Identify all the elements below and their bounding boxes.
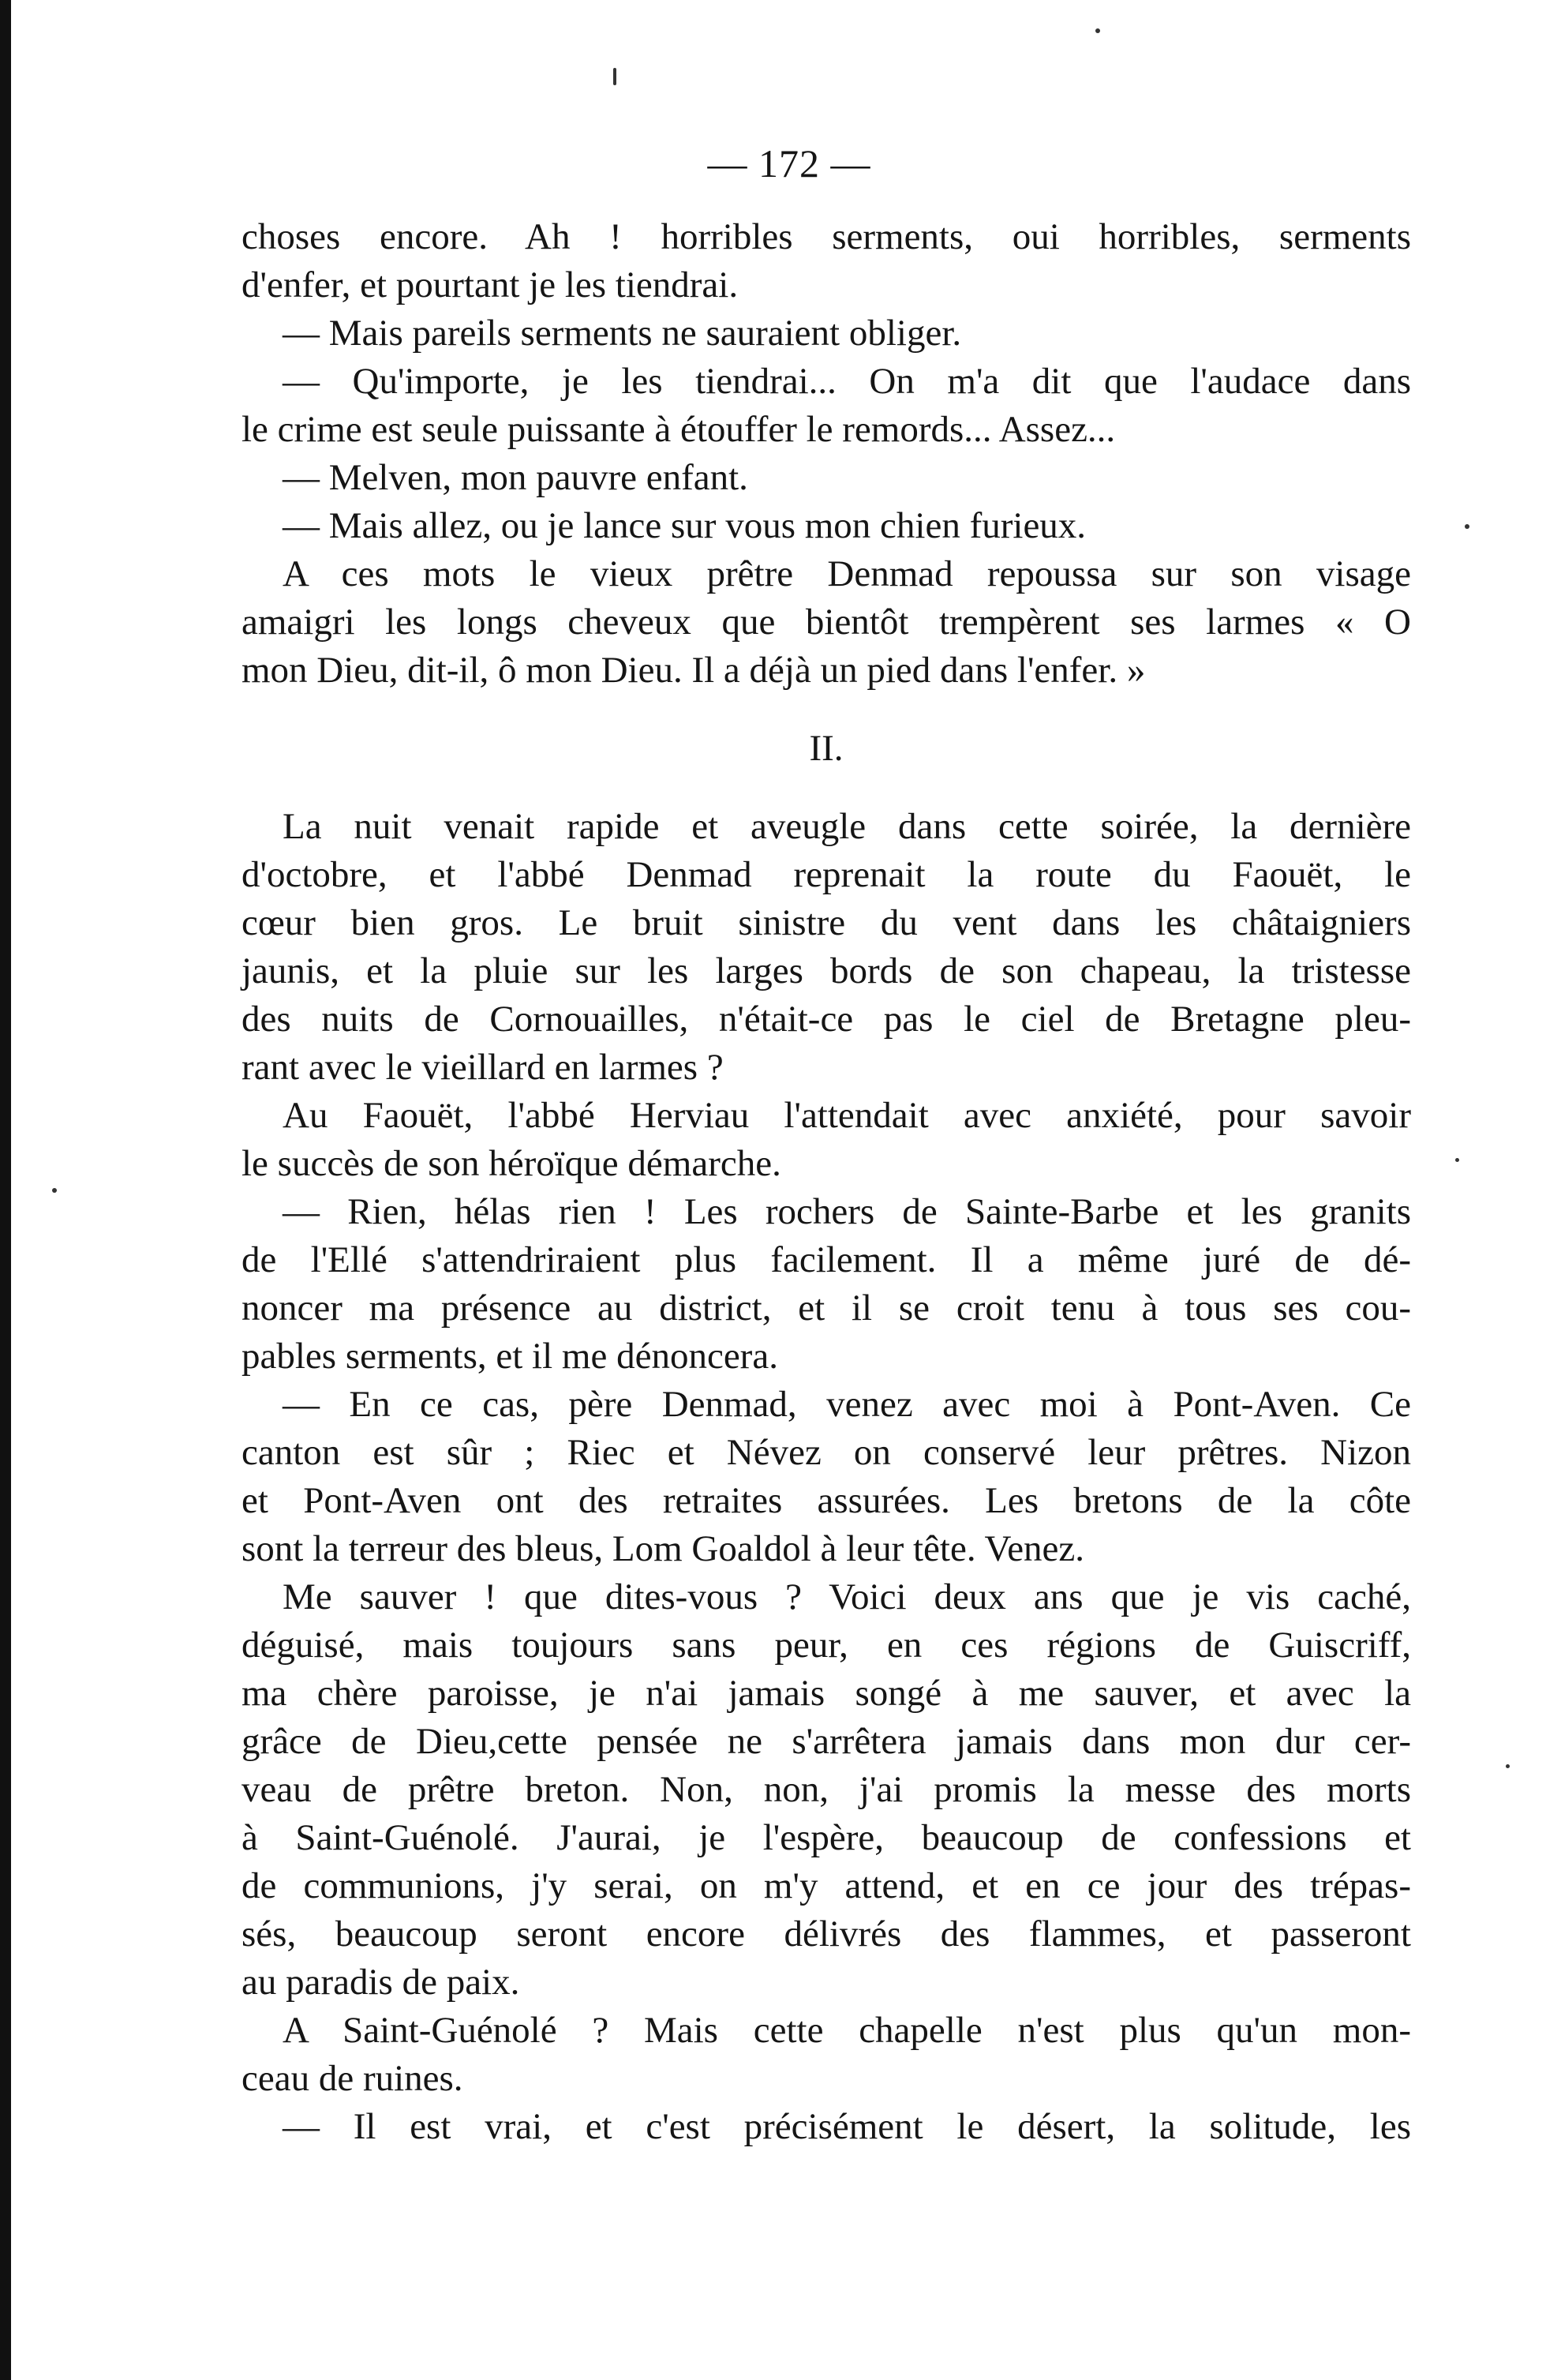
paragraph (241, 1092, 1411, 1188)
text-line: A Saint-Guénolé ? Mais cette chapelle n'est plus qu'un mon- (283, 2010, 1411, 2051)
page-edge-shadow (0, 0, 11, 2380)
text-line: amaigri les longs cheveux que bientôt trempèrent ses larmes « O (241, 602, 1411, 643)
paragraph (241, 2103, 1411, 2151)
text-line: d'octobre, et l'abbé Denmad reprenait la route du Faouët, le (241, 854, 1411, 895)
text-line: grâce de Dieu,cette pensée ne s'arrêtera jamais dans mon dur cer- (241, 1721, 1411, 1762)
text-line: de communions, j'y serai, on m'y attend, et en ce jour des trépas- (241, 1865, 1411, 1906)
paragraph (241, 502, 1411, 550)
text-line: noncer ma présence au district, et il se croit tenu à tous ses cou- (241, 1287, 1411, 1329)
paragraph (241, 2007, 1411, 2103)
paragraph (241, 454, 1411, 502)
paragraph (241, 1381, 1411, 1573)
text-line: à Saint-Guénolé. J'aurai, je l'espère, beaucoup de confessions et (241, 1817, 1411, 1858)
text-line: jaunis, et la pluie sur les larges bords de son chapeau, la tristesse (241, 950, 1411, 991)
text-line: au paradis de paix. (241, 1962, 520, 2003)
paragraphs-after-heading (241, 803, 1411, 2151)
paragraph (241, 1188, 1411, 1381)
text-line: choses encore. Ah ! horribles serments, oui horribles, serments (241, 216, 1411, 257)
print-speckle (1465, 524, 1469, 529)
page-number: — 172 — (707, 141, 871, 186)
paragraph (241, 213, 1411, 309)
print-speckle (1455, 1158, 1459, 1162)
body-text (241, 213, 1411, 2151)
text-line: déguisé, mais toujours sans peur, en ces régions de Guiscriff, (241, 1625, 1411, 1666)
text-line: des nuits de Cornouailles, n'était-ce pas le ciel de Bretagne pleu- (241, 999, 1411, 1040)
print-speckle (52, 1188, 57, 1193)
text-line: cœur bien gros. Le bruit sinistre du vent dans les châtaigniers (241, 902, 1411, 943)
print-speckle (1506, 1764, 1510, 1768)
text-line: sés, beaucoup seront encore délivrés des flammes, et passeront (241, 1913, 1411, 1955)
text-line: le succès de son héroïque démarche. (241, 1143, 781, 1184)
text-line: — Il est vrai, et c'est précisément le désert, la solitude, les (283, 2106, 1411, 2147)
paragraphs-before-heading (241, 213, 1411, 695)
paragraph (241, 358, 1411, 454)
paragraph (241, 550, 1411, 695)
text-line: Me sauver ! que dites-vous ? Voici deux ans que je vis caché, (283, 1576, 1411, 1617)
text-line: ma chère paroisse, je n'ai jamais songé à me sauver, et avec la (241, 1673, 1411, 1714)
text-line: ceau de ruines. (241, 2058, 463, 2099)
text-line: veau de prêtre breton. Non, non, j'ai promis la messe des morts (241, 1769, 1411, 1810)
text-line: — En ce cas, père Denmad, venez avec moi à Pont-Aven. Ce (283, 1384, 1411, 1425)
text-line: le crime est seule puissante à étouffer le remords... Assez... (241, 409, 1116, 450)
text-line: — Qu'importe, je les tiendrai... On m'a dit que l'audace dans (283, 361, 1411, 402)
print-speckle (1095, 28, 1100, 33)
text-line: canton est sûr ; Riec et Névez on conservé leur prêtres. Nizon (241, 1432, 1411, 1473)
text-line: et Pont-Aven ont des retraites assurées. Les bretons de la côte (241, 1480, 1411, 1521)
text-line: d'enfer, et pourtant je les tiendrai. (241, 264, 739, 305)
text-line: — Melven, mon pauvre enfant. (283, 457, 748, 498)
text-line: — Rien, hélas rien ! Les rochers de Sainte-Barbe et les granits (283, 1191, 1411, 1232)
text-line: rant avec le vieillard en larmes ? (241, 1047, 724, 1088)
text-line: de l'Ellé s'attendriraient plus facilement. Il a même juré de dé- (241, 1239, 1411, 1280)
paragraph (241, 1573, 1411, 2007)
text-line: — Mais allez, ou je lance sur vous mon chien furieux. (283, 505, 1087, 546)
text-line: sont la terreur des bleus, Lom Goaldol à leur tête. Venez. (241, 1528, 1085, 1569)
text-line: La nuit venait rapide et aveugle dans cette soirée, la dernière (283, 806, 1411, 847)
print-speckle (613, 68, 616, 85)
text-line: Au Faouët, l'abbé Herviau l'attendait avec anxiété, pour savoir (283, 1095, 1411, 1136)
paragraph (241, 803, 1411, 1092)
text-line: — Mais pareils serments ne sauraient obliger. (283, 313, 962, 354)
paragraph (241, 309, 1411, 358)
text-line: pables serments, et il me dénoncera. (241, 1336, 778, 1377)
text-line: mon Dieu, dit-il, ô mon Dieu. Il a déjà un pied dans l'enfer. » (241, 650, 1146, 691)
text-line: A ces mots le vieux prêtre Denmad repoussa sur son visage (283, 553, 1411, 594)
section-heading: II. (809, 728, 844, 769)
